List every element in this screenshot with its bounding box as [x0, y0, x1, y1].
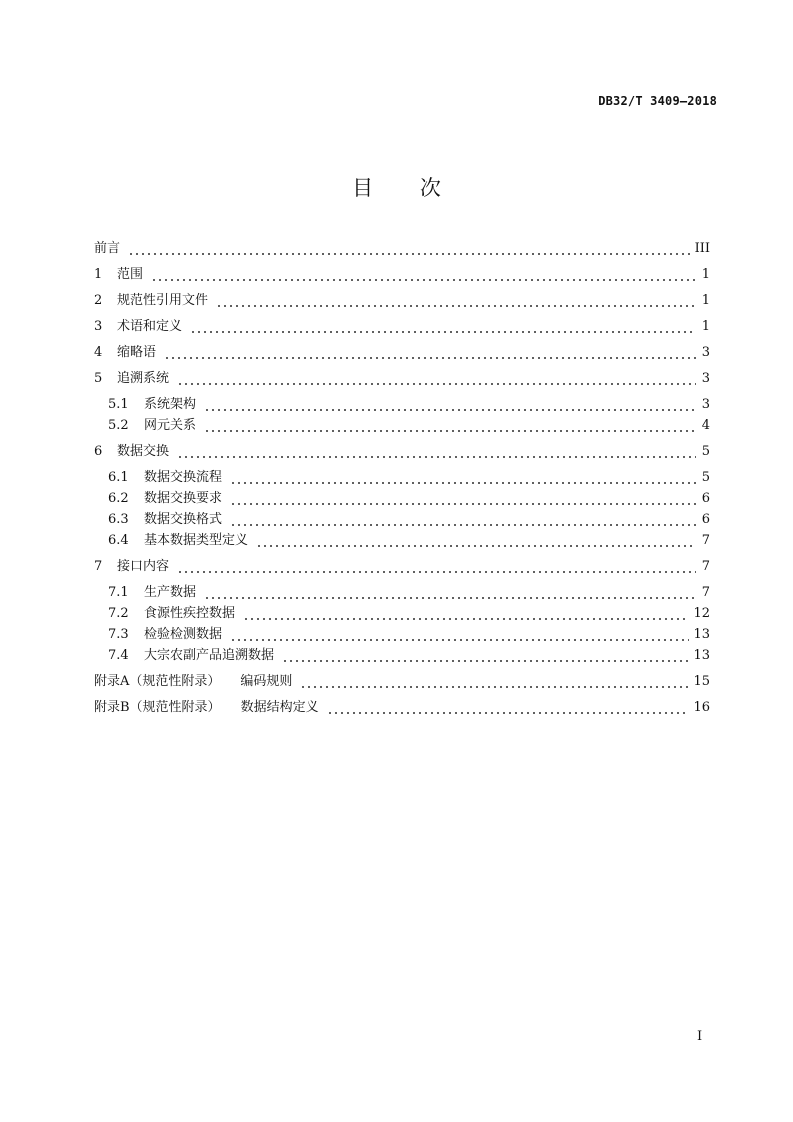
toc-entry-page: 1 — [701, 267, 710, 282]
dot-leader — [216, 290, 696, 311]
toc-entry-title: 追溯系统 — [117, 371, 170, 386]
toc-entry-page: 5 — [701, 470, 710, 485]
toc-entry[interactable] — [94, 467, 710, 488]
table-of-contents — [94, 238, 710, 718]
toc-entry-number: 6 — [94, 444, 103, 459]
toc-entry-number: 5 — [94, 371, 103, 386]
toc-entry[interactable] — [94, 530, 710, 551]
page-title: 目 次 — [352, 176, 441, 200]
dot-leader — [204, 582, 696, 603]
dot-leader — [128, 238, 691, 259]
toc-entry[interactable] — [94, 264, 710, 285]
toc-entry-title: 缩略语 — [117, 345, 157, 360]
toc-entry-title: 前言 — [94, 241, 121, 256]
dot-leader — [204, 394, 696, 415]
toc-entry-title: 范围 — [117, 267, 144, 282]
toc-entry-page: 6 — [701, 512, 710, 527]
toc-entry[interactable] — [94, 415, 710, 436]
toc-entry[interactable] — [94, 556, 710, 577]
toc-entry[interactable] — [94, 582, 710, 603]
toc-entry[interactable] — [94, 342, 710, 363]
toc-entry-number: 3 — [94, 319, 103, 334]
toc-entry-number: 1 — [94, 267, 103, 282]
dot-leader — [243, 603, 689, 624]
dot-leader — [177, 441, 696, 462]
toc-entry[interactable] — [94, 624, 710, 645]
toc-entry-page: 7 — [701, 533, 710, 548]
toc-entry[interactable] — [94, 509, 710, 530]
toc-entry-page: 3 — [701, 371, 710, 386]
dot-leader — [327, 697, 690, 718]
dot-leader — [204, 415, 696, 436]
toc-entry-number: 5.1 — [108, 397, 129, 412]
toc-entry-title: 数据结构定义 — [240, 700, 319, 715]
toc-entry-number: 4 — [94, 345, 103, 360]
toc-entry-title: 数据交换流程 — [144, 470, 223, 485]
toc-entry-page: 3 — [701, 397, 710, 412]
toc-entry-number: 7.4 — [108, 648, 129, 663]
toc-entry[interactable] — [94, 671, 710, 692]
toc-entry-page: 7 — [701, 585, 710, 600]
toc-entry-page: 5 — [701, 444, 710, 459]
toc-entry-title: 网元关系 — [144, 418, 197, 433]
toc-entry-page: 1 — [701, 319, 710, 334]
toc-entry-title: 生产数据 — [144, 585, 197, 600]
dot-leader — [190, 316, 696, 337]
toc-entry-page: 3 — [701, 345, 710, 360]
toc-entry-number: 附录A（规范性附录） — [94, 674, 221, 689]
toc-entry-title: 基本数据类型定义 — [144, 533, 249, 548]
dot-leader — [230, 509, 696, 530]
toc-entry-number: 附录B（规范性附录） — [94, 700, 221, 715]
toc-entry-number: 6.1 — [108, 470, 129, 485]
toc-entry-number: 5.2 — [108, 418, 129, 433]
toc-entry[interactable] — [94, 441, 710, 462]
toc-entry-title: 食源性疾控数据 — [144, 606, 236, 621]
dot-leader — [230, 488, 696, 509]
toc-entry[interactable] — [94, 394, 710, 415]
toc-entry-title: 数据交换格式 — [144, 512, 223, 527]
toc-entry-page: 15 — [693, 674, 710, 689]
toc-entry[interactable] — [94, 697, 710, 718]
toc-entry[interactable] — [94, 290, 710, 311]
toc-entry-page: III — [694, 241, 710, 256]
footer-page-number: I — [697, 1029, 703, 1044]
toc-entry-title: 编码规则 — [240, 674, 293, 689]
toc-entry-page: 12 — [693, 606, 710, 621]
toc-entry-page: 1 — [701, 293, 710, 308]
toc-entry-number: 7 — [94, 559, 103, 574]
dot-leader — [256, 530, 696, 551]
toc-entry-title: 系统架构 — [144, 397, 197, 412]
dot-leader — [230, 467, 696, 488]
toc-entry-title: 大宗农副产品追溯数据 — [144, 648, 275, 663]
toc-entry[interactable] — [94, 316, 710, 337]
toc-entry[interactable] — [94, 488, 710, 509]
toc-entry-title: 检验检测数据 — [144, 627, 223, 642]
document-code: DB32/T 3409—2018 — [598, 94, 717, 108]
toc-entry[interactable] — [94, 603, 710, 624]
toc-entry-page: 7 — [701, 559, 710, 574]
dot-leader — [151, 264, 696, 285]
dot-leader — [177, 556, 696, 577]
toc-entry-page: 13 — [693, 627, 710, 642]
toc-entry-title: 数据交换 — [117, 444, 170, 459]
dot-leader — [164, 342, 696, 363]
toc-entry-title: 术语和定义 — [117, 319, 183, 334]
toc-entry-number: 6.3 — [108, 512, 129, 527]
toc-entry-title: 接口内容 — [117, 559, 170, 574]
toc-entry-page: 13 — [693, 648, 710, 663]
toc-entry[interactable] — [94, 368, 710, 389]
toc-entry-page: 16 — [693, 700, 710, 715]
toc-entry-number: 7.3 — [108, 627, 129, 642]
toc-entry-title: 数据交换要求 — [144, 491, 223, 506]
toc-entry-number: 7.2 — [108, 606, 129, 621]
dot-leader — [300, 671, 689, 692]
dot-leader — [177, 368, 696, 389]
toc-entry[interactable] — [94, 645, 710, 666]
toc-entry-title: 规范性引用文件 — [117, 293, 209, 308]
toc-entry-number: 2 — [94, 293, 103, 308]
toc-entry-page: 6 — [701, 491, 710, 506]
toc-entry-number: 6.2 — [108, 491, 129, 506]
toc-entry[interactable] — [94, 238, 710, 259]
dot-leader — [282, 645, 689, 666]
toc-entry-number: 7.1 — [108, 585, 129, 600]
dot-leader — [230, 624, 689, 645]
toc-entry-page: 4 — [701, 418, 710, 433]
toc-entry-number: 6.4 — [108, 533, 129, 548]
